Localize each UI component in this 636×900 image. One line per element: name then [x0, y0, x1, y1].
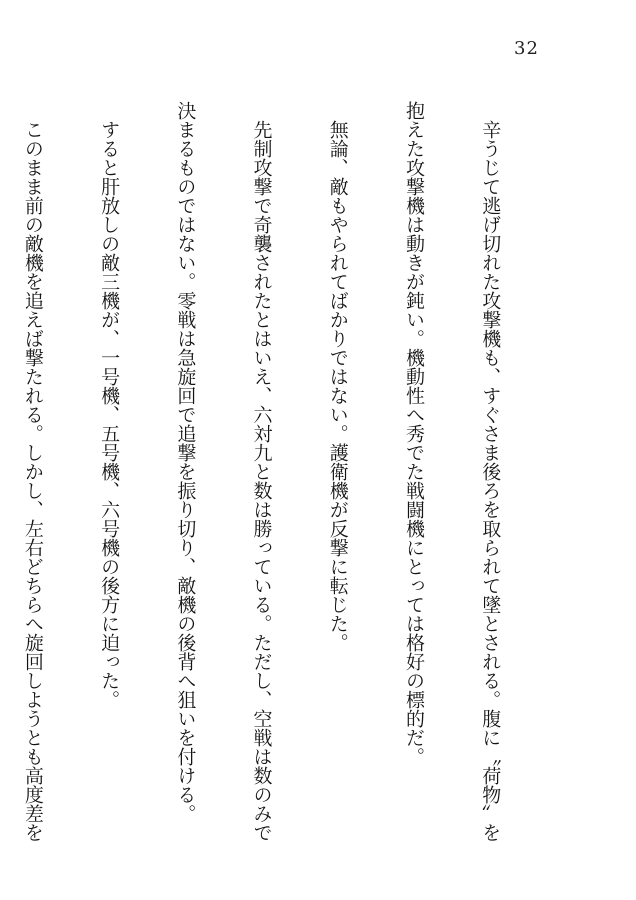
text-line: 辛うじて逃げ切れた攻撃機も、すぐさま後ろを取られて墜とされる。腹に〝荷物〟を [479, 101, 502, 842]
text-line: 無論、敵もやられてばかりではない。護衛機が反撃に転じた。 [326, 101, 349, 652]
text-line: 抱えた攻撃機は動きが鈍い。機動性へ秀でた戦闘機にとっては格好の標的だ。 [402, 101, 425, 766]
vertical-text-body [21, 101, 553, 861]
page-number: 32 [514, 38, 539, 59]
text-line: すると肝放しの敵三機が、一号機、五号機、六号機の後方に迫った。 [98, 101, 121, 709]
text-line: 決まるものではない。零戦は急旋回で追撃を振り切り、敵機の後背へ狙いを付ける。 [174, 101, 197, 823]
text-line: 先制攻撃で奇襲されたとはいえ、六対九と数は勝っている。ただし、空戦は数のみで [250, 101, 273, 842]
text-line: このまま前の敵機を追えば撃たれる。しかし、左右どちらへ旋回しようとも高度差を [21, 101, 44, 842]
